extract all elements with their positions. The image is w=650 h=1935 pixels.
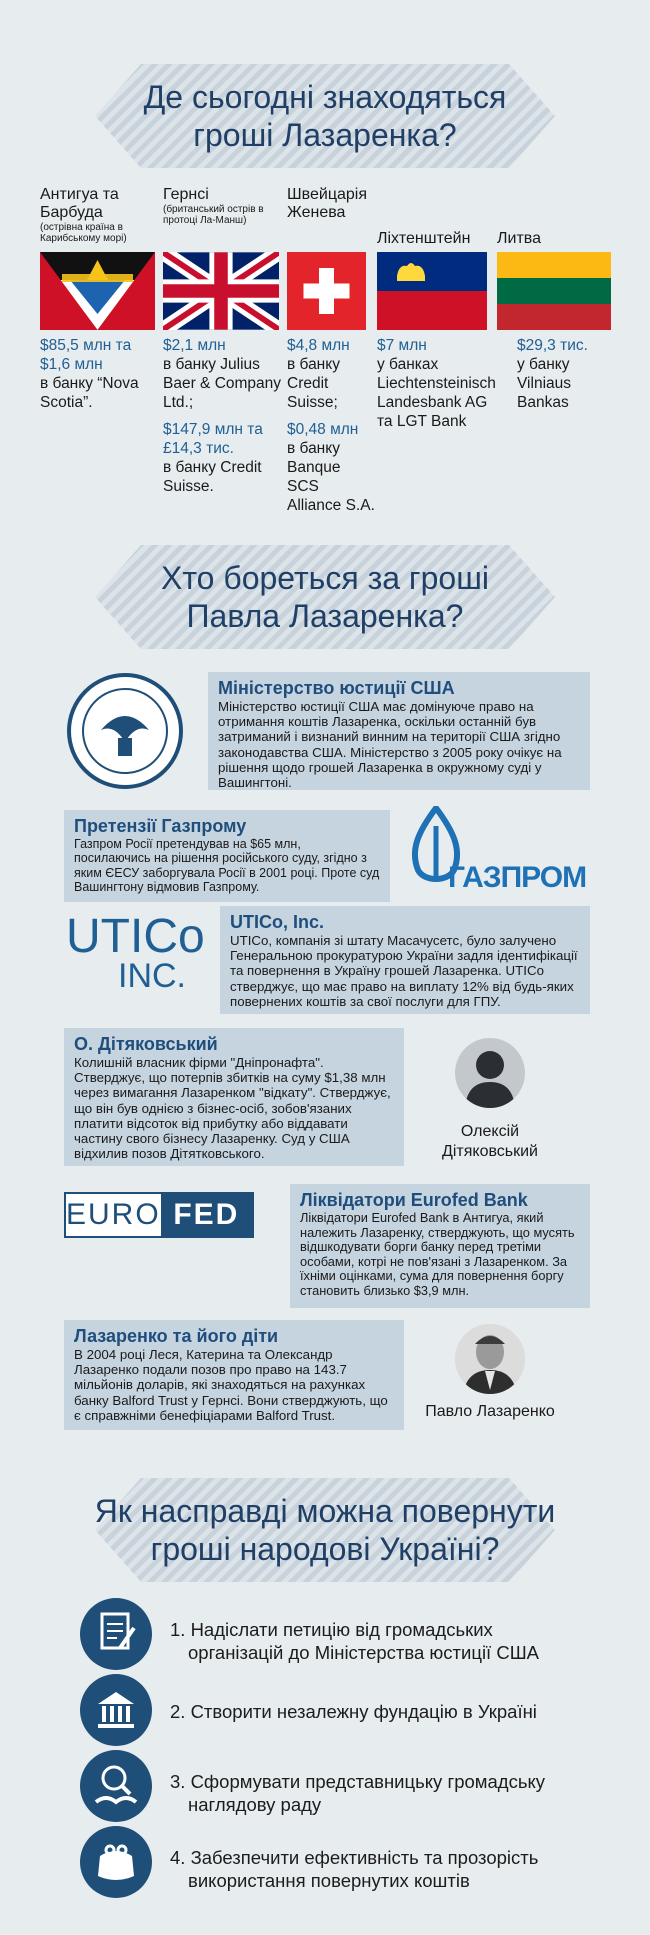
eurofed-logo: EURO FED [64, 1192, 254, 1238]
claim-card-utico: UTICo, Inc. UTICo, компанія зі штату Масачусетс, було залучено Генеральною прокуратурою України задля ідентифікації та повернення в Україну грошей Лазаренка. UTICo стверджує, що має право на виплату 12% від будь-яких повернених коштів за свої послуги для ГПУ. [220, 906, 590, 1014]
step-3: 3. Сформувати представницьку громадську наглядову раду [170, 1771, 546, 1815]
country-liechtenstein: Ліхтенштейн [377, 230, 471, 247]
claim-card-doj: Міністерство юстиції США Міністерство юстиції США має домінуюче право на отримання коштів Лазаренка, оскільки останній був затриманий і визнаний винним на території США згідно законодавства США. Міністерство з 2005 року очікує на рішення щодо грошей Лазаренка в окружному суді у Вашингтоні. [208, 672, 590, 790]
wallet-icon [80, 1826, 152, 1898]
country-lithuania: Литва [497, 230, 541, 247]
antigua-amount: $85,5 млн та $1,6 млн в банку “Nova Scotia”. [40, 337, 139, 411]
petition-icon [80, 1598, 152, 1670]
utico-logo-line1: UTICo [66, 910, 205, 963]
gazprom-logo-text: ГАЗПРОМ [448, 861, 587, 894]
section3-title: Як насправді можна повернути гроші народові Україні? [94, 1493, 556, 1567]
supervisory-icon [80, 1750, 152, 1822]
lazarenko-avatar [455, 1324, 525, 1394]
step-4: 4. Забезпечити ефективність та прозорість використання повернутих коштів [170, 1847, 539, 1891]
liechtenstein-amount: $7 млн у банках Liechtensteinisch Landesbank AG та LGT Bank [377, 337, 496, 430]
claim-card-eurofed: Ліквідатори Eurofed Bank Ліквідатори Eurofed Bank в Антигуа, який належить Лазаренку, стверджують, що мусять відшкодувати борги банку перед третіми особами, котрі не пов'язані з Лазаренком. За їхніми оцінками, сума для повернення боргу становить близько $3,9 млн. [290, 1184, 590, 1308]
uk-flag-icon [163, 252, 279, 330]
liechtenstein-flag-icon [377, 252, 487, 330]
ditiakovsky-avatar [455, 1038, 525, 1108]
guernsey-amount: $2,1 млн в банку Julius Baer & Company Ltd.; $147,9 млн та £14,3 тис. в банку Credit Suisse. [163, 337, 282, 495]
lazarenko-name: Павло Лазаренко [425, 1403, 555, 1420]
lithuania-amount: $29,3 тис. у банку Vilniaus Bankas [517, 337, 588, 411]
person-silhouette-icon [455, 1038, 525, 1108]
foundation-icon [80, 1674, 152, 1746]
claim-card-ditiakovsky: О. Дітяковський Колишній власник фірми "Дніпронафта". Стверджує, що потерпів збитків на суму $1,38 млн через вимагання Лазаренком "відкату". Стверджує, що він був однією з бізнес-осіб, зобов'язаних платити відсоток від прибутку або віддавати частину свого бізнесу Лазаренку. Суд у США відхилив позов Дітятковського. [64, 1028, 404, 1166]
utico-logo-line2: INC. [118, 957, 186, 995]
lithuania-flag-icon [497, 252, 611, 330]
section2-title: Хто бореться за гроші Павла Лазаренка? [161, 560, 489, 634]
ditiakovsky-name: Олексій Дітяковський [442, 1123, 538, 1160]
swiss-flag-icon [287, 252, 366, 330]
country-switzerland: Швейцарія Женева [287, 186, 367, 221]
section1-title: Де сьогодні знаходяться гроші Лазаренка? [143, 79, 507, 153]
doj-seal-icon [66, 672, 184, 790]
lazarenko-photo-icon [455, 1324, 525, 1394]
antigua-flag-icon [40, 252, 155, 330]
country-guernsey: Гернсі (британський острів в протоці Ла-Манш) [163, 186, 264, 226]
switzerland-amount: $4,8 млн в банку Credit Suisse; $0,48 млн в банку Banque SCS Alliance S.A. [287, 337, 375, 514]
step-2: 2. Створити незалежну фундацію в Україні [170, 1701, 537, 1722]
claim-card-gazprom: Претензії Газпрому Газпром Росії претендував на $65 млн, посилаючись на рішення російського суду, згідно з яким ЄЕСУ заборгувала Росії в 2001 році. Проте суд Вашингтону відмовив Газпрому. [64, 810, 390, 902]
claim-card-lazarenko-children: Лазаренко та його діти В 2004 році Леся, Катерина та Олександр Лазаренко подали позов про право на 143.7 мільйонів доларів, які знаходяться на рахунках банку Balford Trust у Гернсі. Вони стверджують, що є справжніми бенефіціарами Balford Trust. [64, 1320, 404, 1430]
step-1: 1. Надіслати петицію від громадських організацій до Міністерства юстиції США [170, 1619, 539, 1663]
country-antigua: Антигуа та Барбуда (острівна країна в Карибському морі) [40, 186, 127, 244]
